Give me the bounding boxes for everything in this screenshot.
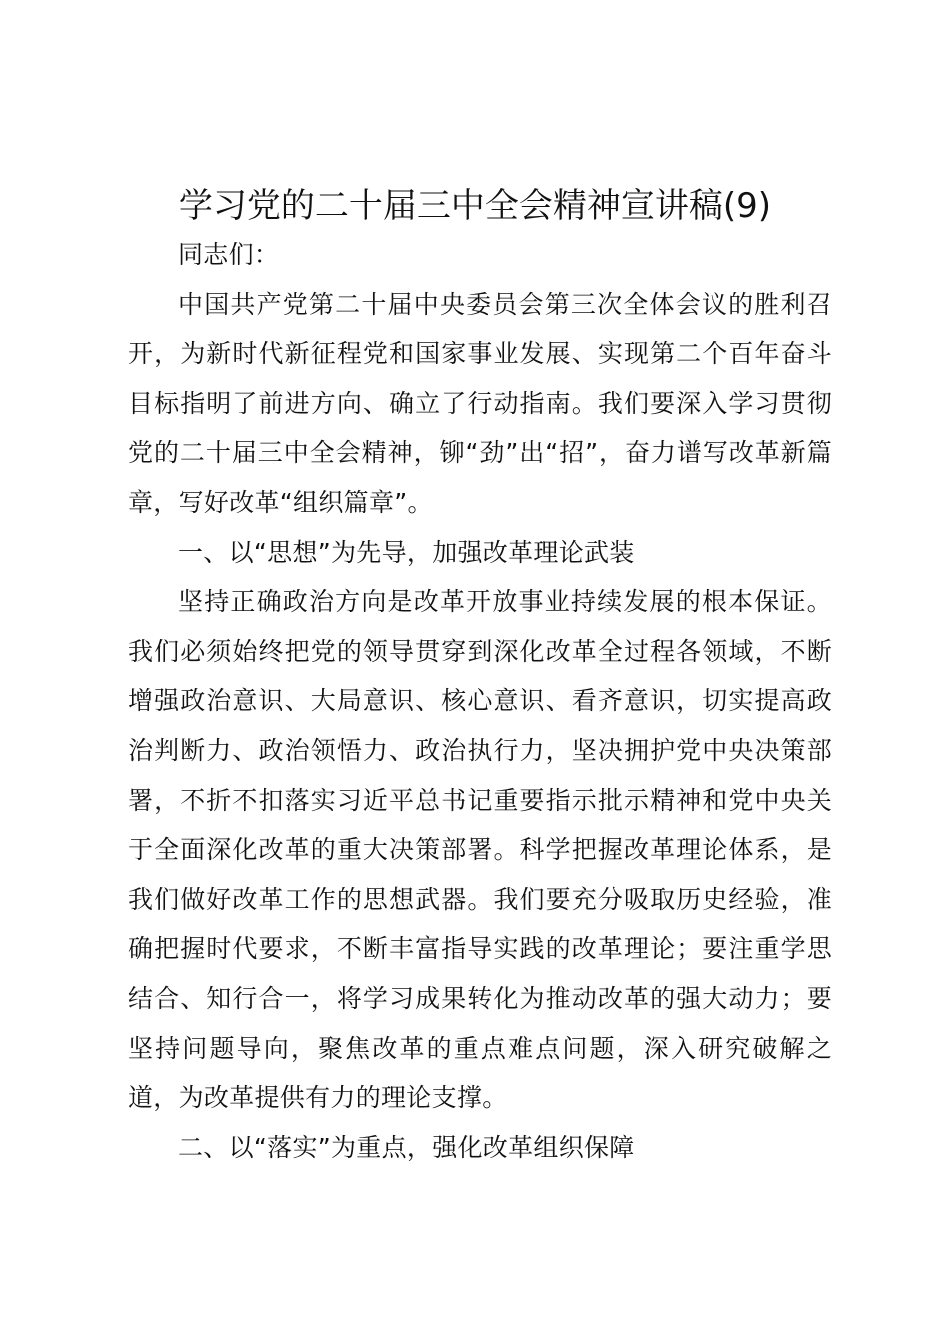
section-heading-1: 一、以“思想”为先导，加强改革理论武装 bbox=[178, 537, 635, 567]
section-heading-2: 二、以“落实”为重点，强化改革组织保障 bbox=[178, 1132, 635, 1162]
document-body bbox=[128, 230, 832, 1172]
document-title: 学习党的二十届三中全会精神宣讲稿(9) bbox=[178, 186, 772, 226]
section-1-paragraph: 坚持正确政治方向是改革开放事业持续发展的根本保证。我们必须始终把党的领导贯穿到深化改革全过程各领域，不断增强政治意识、大局意识、核心意识、看齐意识，切实提高政治判断力、政治领悟力、政治执行力，坚决拥护党中央决策部署，不折不扣落实习近平总书记重要指示批示精神和党中央关于全面深化改革的重大决策部署。科学把握改革理论体系，是我们做好改革工作的思想武器。我们要充分吸取历史经验，准确把握时代要求，不断丰富指导实践的改革理论；要注重学思结合、知行合一，将学习成果转化为推动改革的强大动力；要坚持问题导向，聚焦改革的重点难点问题，深入研究破解之道，为改革提供有力的理论支撑。 bbox=[128, 587, 832, 1113]
salutation: 同志们： bbox=[178, 240, 280, 269]
intro-paragraph: 中国共产党第二十届中央委员会第三次全体会议的胜利召开，为新时代新征程党和国家事业发展、实现第二个百年奋斗目标指明了前进方向、确立了行动指南。我们要深入学习贯彻党的二十届三中全会精神，铆“劲”出“招”，奋力谱写改革新篇章，写好改革“组织篇章”。 bbox=[128, 289, 832, 517]
